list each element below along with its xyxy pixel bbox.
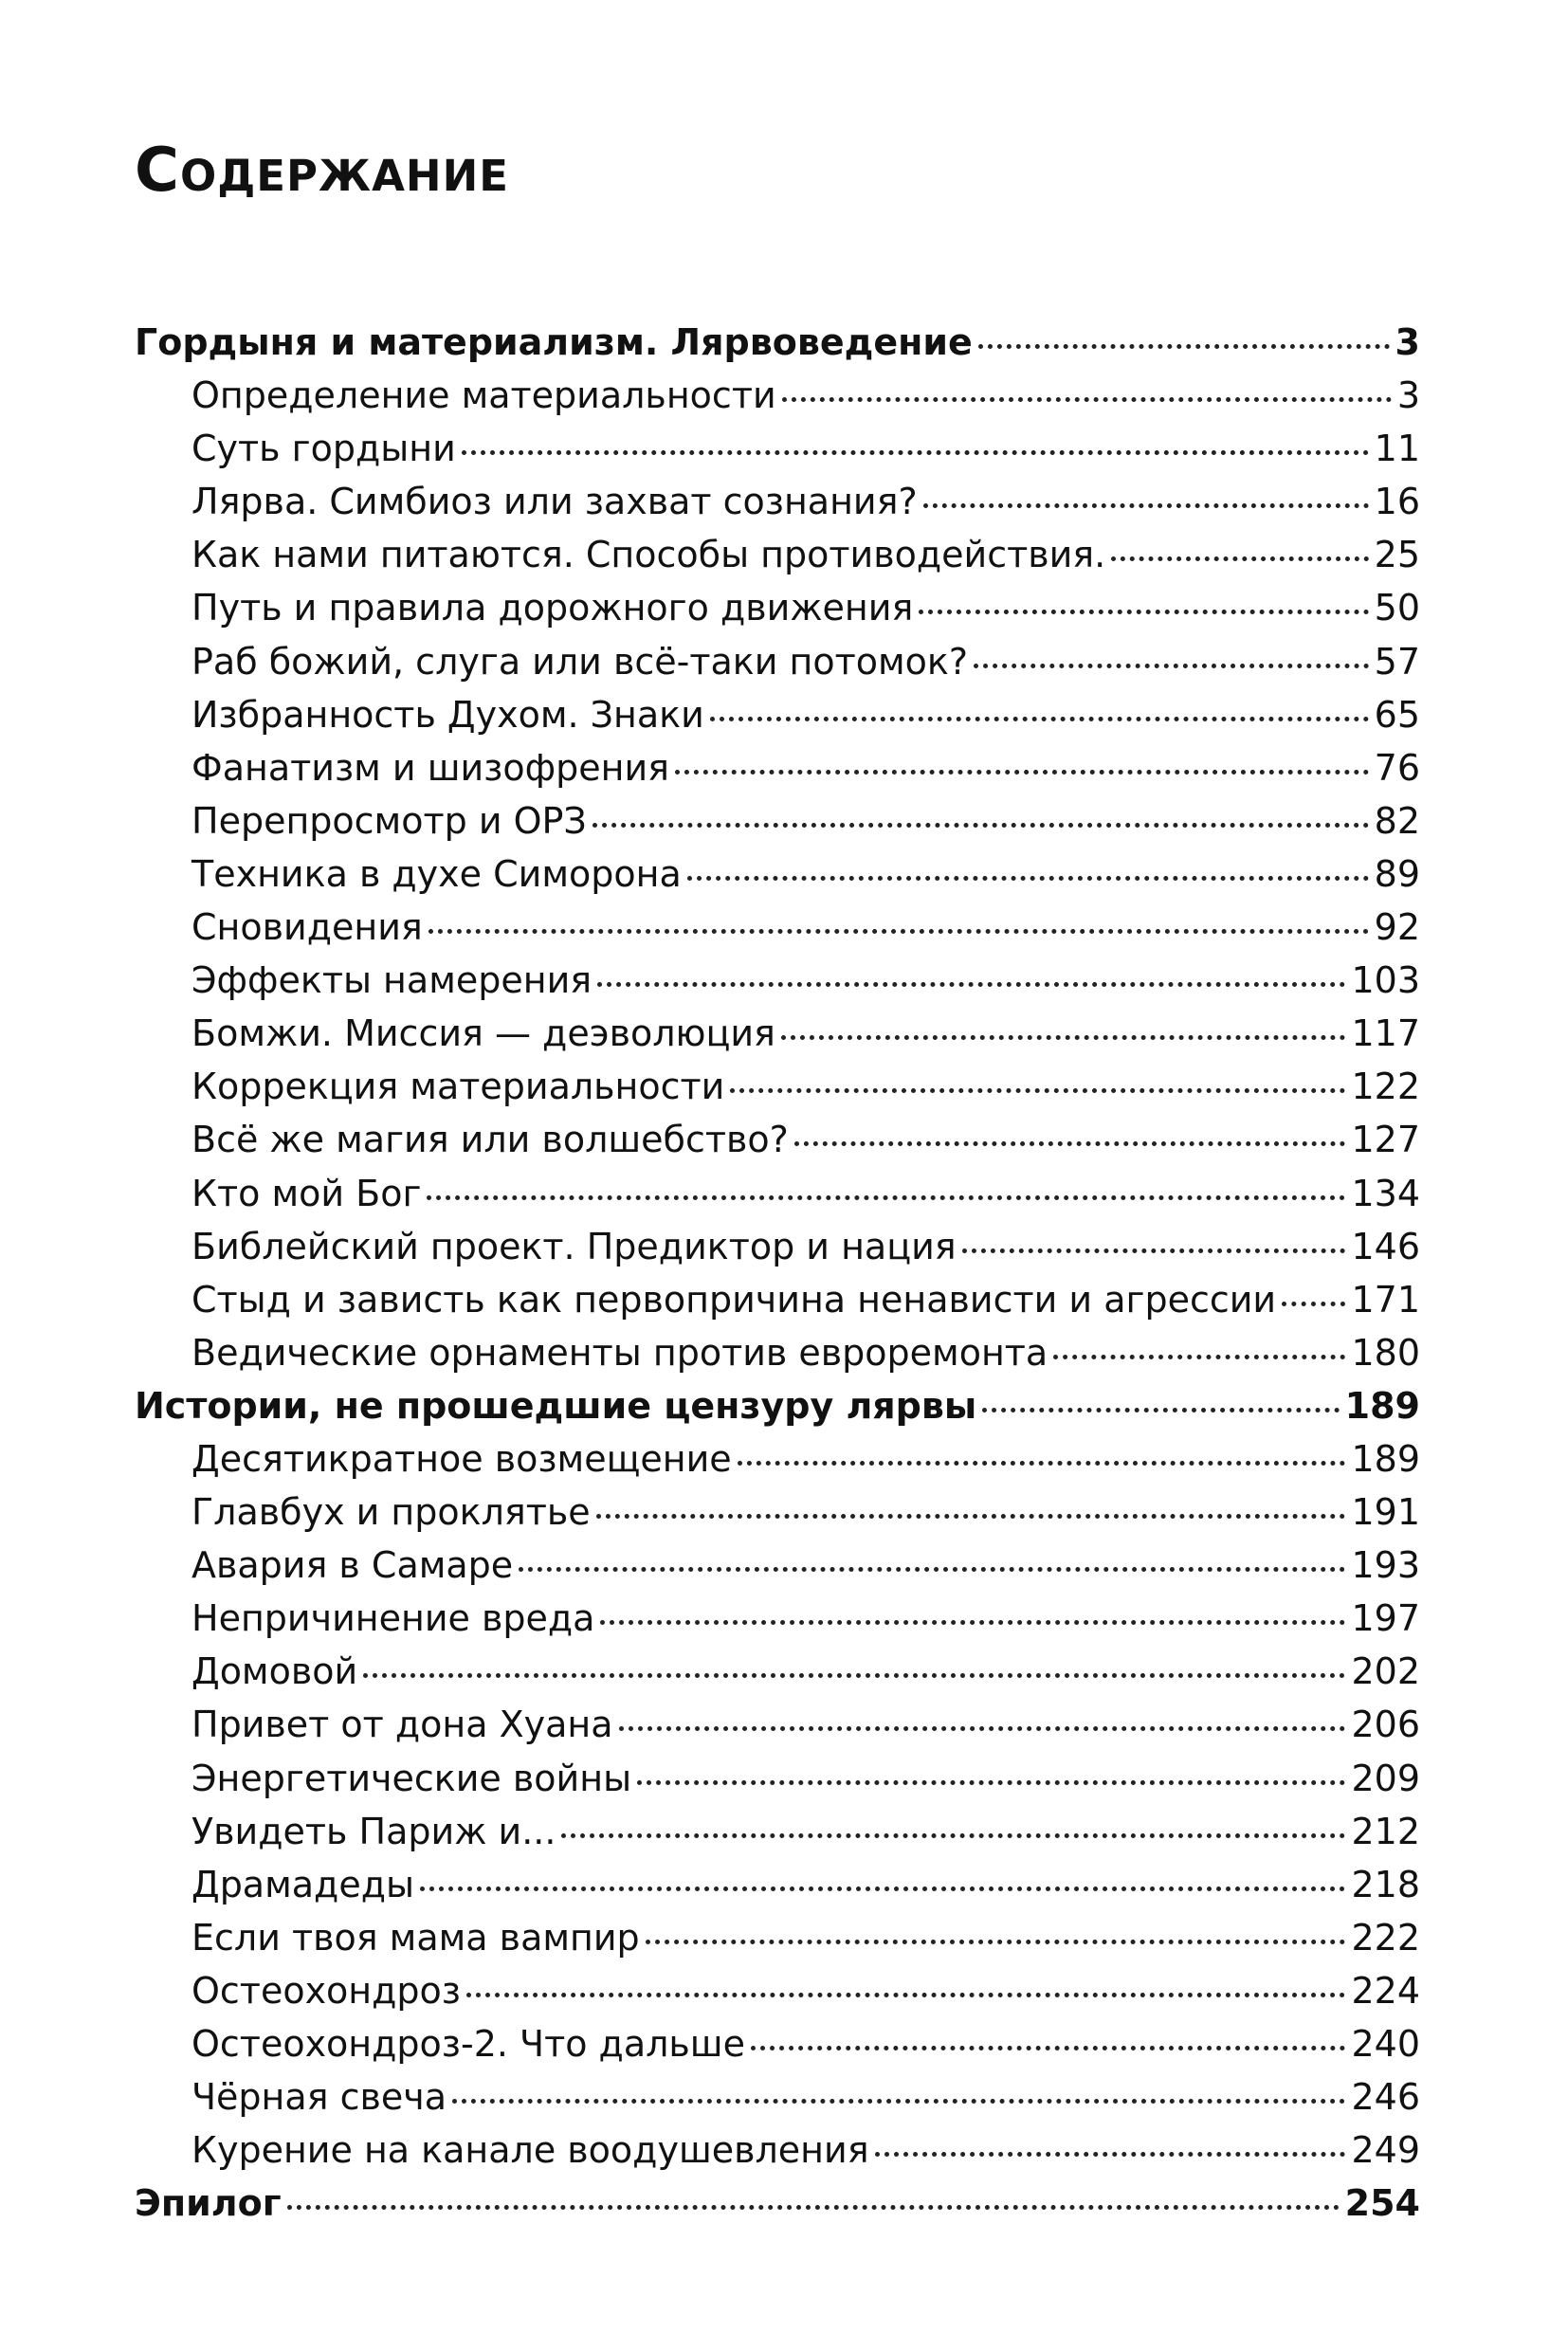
dot-leader [561,1833,1345,1838]
dot-leader [919,610,1368,614]
toc-subsection-entry[interactable] [135,2070,1420,2123]
toc-page-number: 254 [1344,2182,1420,2225]
toc-page-number: 117 [1351,1012,1420,1055]
dot-leader [675,770,1369,775]
dot-leader [596,1514,1346,1519]
dot-leader [637,1780,1345,1785]
table-of-contents [135,316,1420,2230]
toc-subsection-entry[interactable] [135,794,1420,847]
toc-subsection-entry[interactable] [135,1858,1420,1911]
toc-entry-title: Фанатизм и шизофрения [191,746,670,789]
toc-page-number: 122 [1351,1066,1420,1108]
toc-page-number: 16 [1374,481,1420,523]
toc-subsection-entry[interactable] [135,422,1420,475]
toc-subsection-entry[interactable] [135,2123,1420,2177]
dot-leader [781,1035,1346,1040]
toc-subsection-entry[interactable] [135,475,1420,528]
dot-leader [1053,1355,1345,1359]
toc-subsection-entry[interactable] [135,581,1420,634]
toc-subsection-entry[interactable] [135,1539,1420,1592]
toc-page-number: 50 [1374,587,1420,629]
dot-leader [519,1567,1345,1572]
dot-leader [738,1461,1346,1466]
toc-entry-title: Остеохондроз-2. Что дальше [191,2023,745,2065]
dot-leader [462,450,1369,455]
toc-entry-title: Коррекция материальности [191,1066,725,1108]
dot-leader [1111,556,1368,561]
toc-page-number: 92 [1374,906,1420,949]
toc-page-number: 193 [1351,1544,1420,1587]
toc-entry-title: Бомжи. Миссия — деэволюция [191,1012,775,1055]
toc-subsection-entry[interactable] [135,741,1420,794]
toc-entry-title: Как нами питаются. Способы противодействия. [191,534,1106,576]
toc-subsection-entry[interactable] [135,1432,1420,1485]
toc-entry-title: Остеохондроз [191,1969,461,2012]
toc-subsection-entry[interactable] [135,1220,1420,1273]
toc-entry-title: Эффекты намерения [191,959,593,1002]
toc-subsection-entry[interactable] [135,1698,1420,1751]
toc-page-number: 25 [1374,534,1420,576]
toc-entry-title: Стыд и зависть как первопричина ненависти и агрессии [191,1278,1277,1321]
toc-page-number: 197 [1351,1597,1420,1640]
page-title: Содержание [135,136,509,206]
toc-subsection-entry[interactable] [135,954,1420,1007]
dot-leader [600,1620,1345,1625]
dot-leader [875,2152,1346,2157]
toc-entry-title: Курение на канале воодушевления [191,2129,869,2172]
toc-subsection-entry[interactable] [135,688,1420,741]
toc-section-entry[interactable] [135,2177,1420,2230]
toc-page-number: 212 [1351,1810,1420,1852]
toc-entry-title: Чёрная свеча [191,2076,447,2119]
dot-leader [1282,1302,1345,1306]
toc-entry-title: Гордыня и материализм. Лярвоведение [135,321,973,363]
toc-page-number: 171 [1351,1278,1420,1321]
dot-leader [619,1726,1346,1731]
dot-leader [466,1993,1345,1997]
toc-subsection-entry[interactable] [135,1007,1420,1060]
toc-subsection-entry[interactable] [135,2017,1420,2070]
toc-entry-title: Кто мой Бог [191,1172,422,1214]
toc-page-number: 224 [1351,1969,1420,2012]
toc-page-number: 240 [1351,2023,1420,2065]
toc-subsection-entry[interactable] [135,1326,1420,1379]
dot-leader [363,1673,1345,1678]
dot-leader [962,1248,1346,1253]
dot-leader [646,1940,1346,1944]
toc-page-number: 191 [1351,1491,1420,1534]
dot-leader [710,717,1369,721]
toc-entry-title: Привет от дона Хуана [191,1704,613,1746]
toc-entry-title: Главбух и проклятье [191,1491,591,1534]
dot-leader [687,876,1369,881]
toc-subsection-entry[interactable] [135,847,1420,901]
toc-page-number: 189 [1351,1437,1420,1480]
toc-page-number: 202 [1351,1650,1420,1693]
dot-leader [597,982,1345,987]
toc-subsection-entry[interactable] [135,1113,1420,1166]
toc-entry-title: Техника в духе Симорона [191,852,682,895]
toc-subsection-entry[interactable] [135,635,1420,688]
toc-subsection-entry[interactable] [135,1167,1420,1220]
toc-entry-title: Перепросмотр и ОРЗ [191,799,587,842]
toc-subsection-entry[interactable] [135,901,1420,954]
toc-subsection-entry[interactable] [135,1060,1420,1113]
toc-entry-title: Истории, не прошедшие цензуру лярвы [135,1384,977,1427]
dot-leader [420,1886,1345,1891]
dot-leader [730,1088,1345,1093]
toc-entry-title: Суть гордыни [191,428,456,470]
toc-page-number: 57 [1374,640,1420,683]
toc-page-number: 3 [1395,321,1420,363]
toc-section-entry[interactable] [135,1379,1420,1432]
toc-entry-title: Ведические орнаменты против евроремонта [191,1331,1048,1374]
dot-leader [751,2046,1346,2050]
toc-subsection-entry[interactable] [135,1911,1420,1964]
toc-subsection-entry[interactable] [135,1645,1420,1698]
toc-page-number: 249 [1351,2129,1420,2172]
dot-leader [978,344,1390,349]
toc-entry-title: Раб божий, слуга или всё-таки потомок? [191,640,968,683]
toc-page-number: 209 [1351,1757,1420,1799]
toc-section-entry[interactable] [135,316,1420,369]
toc-entry-title: Если твоя мама вампир [191,1916,640,1959]
toc-page-number: 218 [1351,1863,1420,1905]
toc-entry-title: Сновидения [191,906,423,949]
toc-subsection-entry[interactable] [135,1592,1420,1645]
toc-subsection-entry[interactable] [135,1752,1420,1805]
toc-entry-title: Авария в Самаре [191,1544,514,1587]
toc-entry-title: Эпилог [135,2182,282,2225]
toc-page-number: 89 [1374,852,1420,895]
toc-entry-title: Библейский проект. Предиктор и нация [191,1225,957,1267]
dot-leader [782,397,1392,402]
toc-entry-title: Определение материальности [191,374,776,417]
dot-leader [923,503,1369,508]
toc-page-number: 246 [1351,2076,1420,2119]
toc-entry-title: Непричинение вреда [191,1597,595,1640]
toc-page-number: 127 [1351,1119,1420,1161]
toc-page-number: 189 [1344,1384,1420,1427]
toc-entry-title: Увидеть Париж и... [191,1810,556,1852]
dot-leader [794,1141,1346,1146]
toc-subsection-entry[interactable] [135,1964,1420,2017]
toc-subsection-entry[interactable] [135,369,1420,422]
dot-leader [428,929,1369,934]
toc-entry-title: Избранность Духом. Знаки [191,693,704,736]
toc-entry-title: Домовой [191,1650,358,1693]
toc-subsection-entry[interactable] [135,528,1420,581]
toc-entry-title: Всё же магия или волшебство? [191,1119,789,1161]
dot-leader [452,2099,1345,2104]
toc-page-number: 146 [1351,1225,1420,1267]
toc-page-number: 82 [1374,799,1420,842]
toc-page-number: 206 [1351,1704,1420,1746]
toc-entry-title: Лярва. Симбиоз или захват сознания? [191,481,918,523]
toc-entry-title: Десятикратное возмещение [191,1437,732,1480]
dot-leader [427,1195,1345,1200]
toc-subsection-entry[interactable] [135,1273,1420,1326]
toc-subsection-entry[interactable] [135,1485,1420,1539]
toc-entry-title: Энергетические войны [191,1757,632,1799]
toc-page-number: 103 [1351,959,1420,1002]
toc-page-number: 11 [1374,428,1420,470]
dot-leader [593,823,1369,828]
toc-page-number: 222 [1351,1916,1420,1959]
toc-page-number: 3 [1396,374,1420,417]
dot-leader [287,2205,1340,2210]
dot-leader [982,1408,1339,1412]
toc-page-number: 180 [1351,1331,1420,1374]
dot-leader [974,664,1369,668]
toc-entry-title: Драмадеды [191,1863,414,1905]
toc-entry-title: Путь и правила дорожного движения [191,587,914,629]
toc-page-number: 76 [1374,746,1420,789]
toc-page-number: 65 [1374,693,1420,736]
toc-page-number: 134 [1351,1172,1420,1214]
toc-subsection-entry[interactable] [135,1805,1420,1858]
